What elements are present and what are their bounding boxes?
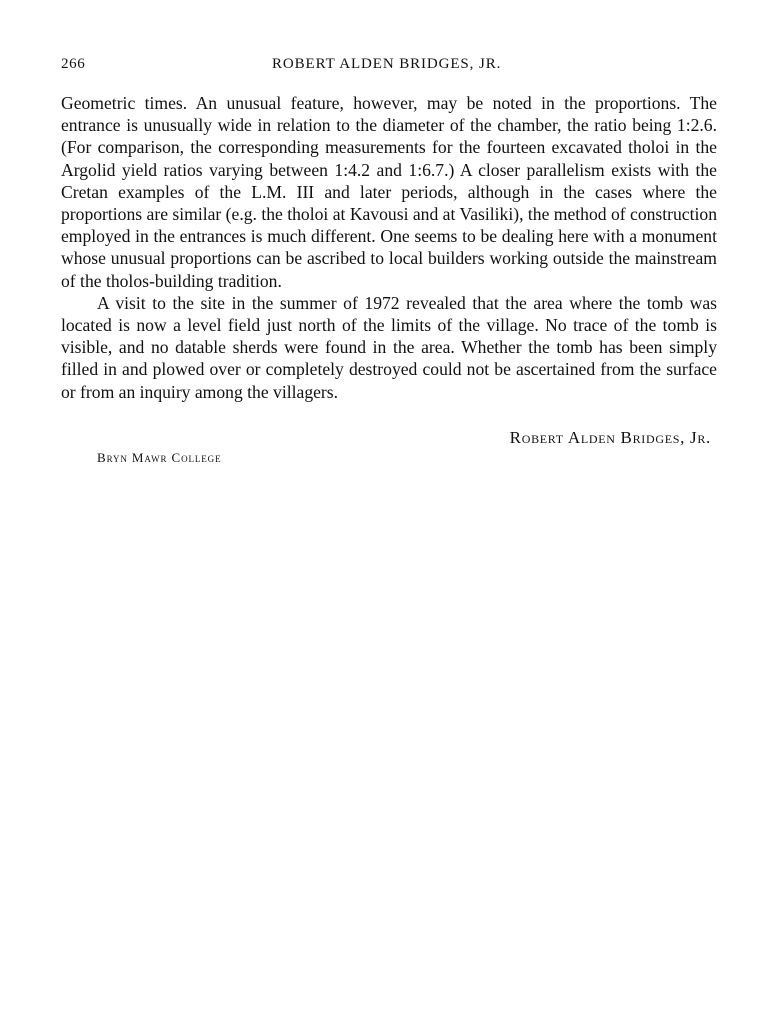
article-body <box>61 92 717 403</box>
author-signature: Robert Alden Bridges, Jr. <box>509 427 711 447</box>
page <box>61 56 717 466</box>
paragraph-2: A visit to the site in the summer of 1972 revealed that the area where the tomb was located is now a level field just north of the limits of the village. No trace of the tomb is visible, and no datable sherds were found in the area. Whether the tomb has been simply filled in and plowed over or completely destroyed could not be ascertained from the surface or from an inquiry among the villagers. <box>61 292 717 402</box>
paragraph-1: Geometric times. An unusual feature, however, may be noted in the proportions. The entrance is unusually wide in relation to the diameter of the chamber, the ratio being 1:2.6. (For comparison, the corresponding measurements for the fourteen excavated tholoi in the Argolid yield ratios varying between 1:4.2 and 1:6.7.) A closer parallelism exists with the Cretan examples of the L.M. III and later periods, although in the cases where the proportions are similar (e.g. the tholoi at Kavousi and at Vasiliki), the method of construction employed in the entrances is much different. One seems to be dealing here with a monument whose unusual proportions can be ascribed to local builders working outside the mainstream of the tholos-building tradition. <box>61 93 717 291</box>
author-affiliation: Bryn Mawr College <box>97 449 222 465</box>
running-head <box>61 56 717 80</box>
running-title: ROBERT ALDEN BRIDGES, JR. <box>272 56 502 72</box>
page-number: 266 <box>61 56 86 72</box>
